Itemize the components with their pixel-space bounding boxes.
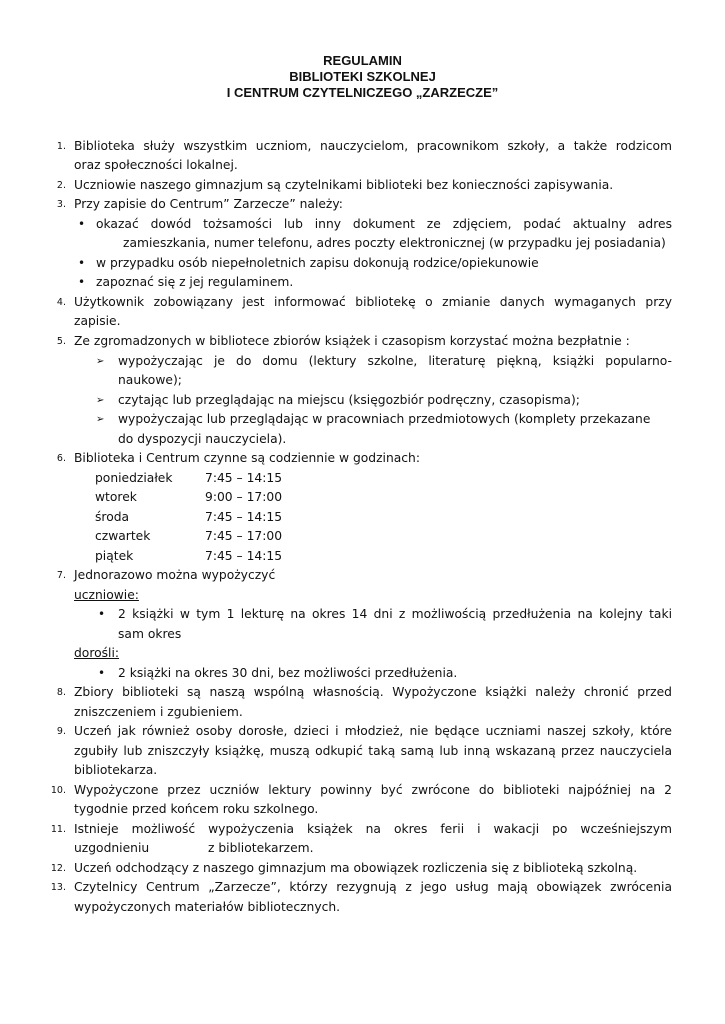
rule-text: zapisie. [74,314,121,328]
bullet-icon: • [78,275,86,289]
item-number: 11. [50,824,66,835]
arrow-bullet-icon: ➢ [96,395,105,406]
item-number: 4. [56,297,66,308]
hours-day: wtorek [95,490,137,504]
rule-subitem: wypożyczając je do domu (lektury szkolne, literaturę piękną, książki popularno- [118,354,672,368]
item-number: 6. [56,453,66,464]
rule-subitem: okazać dowód tożsamości lub inny dokument ze zdjęciem, podać aktualny adres [96,217,672,231]
rule-text: Ze zgromadzonych w bibliotece zbiorów książek i czasopism korzystać można bezpłatnie : [74,334,630,348]
rule-text: Biblioteka służy wszystkim uczniom, nauczycielom, pracownikom szkoły, a także rodzicom [74,139,672,153]
hours-time: 7:45 – 14:15 [205,471,283,485]
item-number: 3. [56,199,66,210]
item-number: 5. [56,336,66,347]
doc-title-line-3: I CENTRUM CZYTELNICZEGO „ZARZECZE” [226,85,499,100]
rule-text: Wypożyczone przez uczniów lektury powinny być zwrócone do biblioteki najpóźniej na 2 [74,783,672,797]
bullet-icon: • [98,666,106,680]
item-number: 10. [50,785,66,796]
rule-subitem: sam okres [118,627,182,641]
item-number: 8. [56,687,66,698]
hours-day: czwartek [95,529,151,543]
item-number: 13. [50,882,66,893]
rule-text: bibliotekarza. [74,763,158,777]
hours-day: piątek [95,549,134,563]
group-label: uczniowie: [74,588,139,602]
arrow-bullet-icon: ➢ [96,414,105,425]
bullet-icon: • [78,217,86,231]
bullet-icon: • [98,607,106,621]
rule-subitem: w przypadku osób niepełnoletnich zapisu dokonują rodzice/opiekunowie [96,256,539,270]
arrow-bullet-icon: ➢ [96,356,105,367]
item-number: 1. [56,141,66,152]
rule-text: Czytelnicy Centrum „Zarzecze”, którzy rezygnują z jego usług mają obowiązek zwrócenia [74,880,672,894]
item-number: 7. [56,570,66,581]
rule-text: Zbiory biblioteki są naszą wspólną własnością. Wypożyczone książki należy chronić przed [74,685,672,699]
doc-title-line-2: BIBLIOTEKI SZKOLNEJ [289,69,436,84]
hours-time: 7:45 – 14:15 [205,510,283,524]
doc-title-line-1: REGULAMIN [323,53,402,68]
rule-subitem: do dyspozycji nauczyciela). [118,432,287,446]
rule-text: Uczeń odchodzący z naszego gimnazjum ma obowiązek rozliczenia się z biblioteką szkolną. [74,861,638,875]
rule-text: zgubiły lub zniszczyły książkę, muszą odkupić taką samą lub inną wskazaną przez nauczyciela [74,744,672,758]
rule-text: Uczniowie naszego gimnazjum są czytelnikami biblioteki bez konieczności zapisywania. [74,178,614,192]
rule-subitem: zapoznać się z jej regulaminem. [96,275,294,289]
rule-subitem: 2 książki w tym 1 lekturę na okres 14 dni z możliwością przedłużenia na kolejny taki [118,607,672,621]
group-label: dorośli: [74,646,120,660]
item-number: 12. [50,863,66,874]
rule-text: Użytkownik zobowiązany jest informować bibliotekę o zmianie danych wymaganych przy [74,295,672,309]
hours-day: poniedziałek [95,471,173,485]
rule-text: Uczeń jak również osoby dorosłe, dzieci i młodzież, nie będące uczniami naszej szkoły, które [74,724,672,738]
rule-text: oraz społeczności lokalnej. [74,158,238,172]
item-number: 2. [56,180,66,191]
bullet-icon: • [78,256,86,270]
hours-time: 7:45 – 17:00 [205,529,283,543]
rule-text: zniszczeniem i zgubieniem. [74,705,243,719]
rule-text: z bibliotekarzem. [208,841,314,855]
hours-time: 7:45 – 14:15 [205,549,283,563]
rule-subitem: czytając lub przeglądając na miejscu (księgozbiór podręczny, czasopisma); [118,393,580,407]
hours-day: środa [95,510,130,524]
rule-text: tygodnie przed końcem roku szkolnego. [74,802,319,816]
rule-subitem: zamieszkania, numer telefonu, adres poczty elektronicznej (w przypadku jej posiadania) [123,236,666,250]
rule-subitem: 2 książki na okres 30 dni, bez możliwości przedłużenia. [118,666,458,680]
rule-text: Jednorazowo można wypożyczyć [74,568,276,582]
hours-time: 9:00 – 17:00 [205,490,283,504]
rule-text: Istnieje możliwość wypożyczenia książek na okres ferii i wakacji po wcześniejszym [74,822,672,836]
rule-text: Przy zapisie do Centrum” Zarzecze” należy: [74,197,343,211]
rule-subitem: naukowe); [118,373,182,387]
rule-text: wypożyczonych materiałów bibliotecznych. [74,900,341,914]
rule-subitem: wypożyczając lub przeglądając w pracowniach przedmiotowych (komplety przekazane [118,412,651,426]
rule-text: uzgodnieniu [74,841,150,855]
item-number: 9. [56,726,66,737]
rule-text: Biblioteka i Centrum czynne są codziennie w godzinach: [74,451,420,465]
